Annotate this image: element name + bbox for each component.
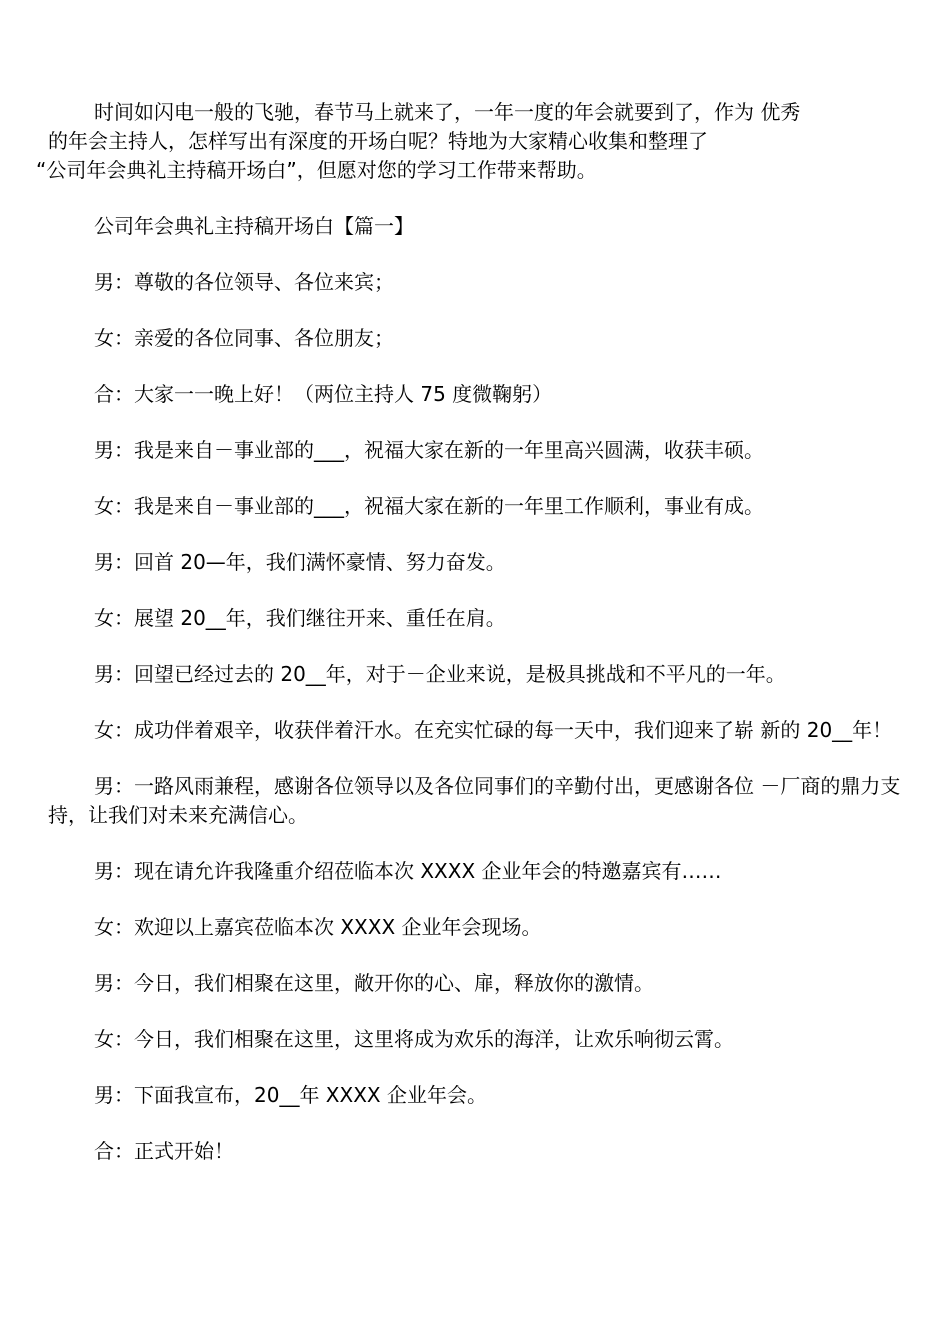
paragraph-4: 男：我是来自－事业部的___，祝福大家在新的一年里高兴圆满，收获丰硕。 (94, 438, 764, 462)
paragraph-1: 男：尊敬的各位领导、各位来宾； (94, 270, 394, 294)
paragraph-9: 女：成功伴着艰辛，收获伴着汗水。在充实忙碌的每一天中，我们迎来了崭 新的 20__年！ (94, 718, 893, 742)
paragraph-6: 男：回首 20—年，我们满怀豪情、努力奋发。 (94, 550, 506, 574)
paragraph-2: 女：亲爱的各位同事、各位朋友； (94, 326, 394, 350)
paragraph-3: 合：大家一一晚上好！（两位主持人 75 度微鞠躬） (94, 382, 553, 406)
paragraph-7: 女：展望 20__年，我们继往开来、重任在肩。 (94, 606, 506, 630)
paragraph-10: 男：一路风雨兼程，感谢各位领导以及各位同事们的辛勤付出，更感谢各位 －厂商的鼎力支持，让我们对未来充满信心。 (48, 774, 901, 827)
intro-line-3: “公司年会典礼主持稿开场白”，但愿对您的学习工作带来帮助。 (36, 158, 597, 182)
paragraph-15: 男：下面我宣布，20__年 XXXX 企业年会。 (94, 1083, 487, 1107)
intro-paragraph (36, 98, 918, 185)
section-heading: 公司年会典礼主持稿开场白【篇一】 (94, 214, 414, 238)
paragraph-5: 女：我是来自－事业部的___，祝福大家在新的一年里工作顺利，事业有成。 (94, 494, 764, 518)
paragraph-14: 女：今日，我们相聚在这里，这里将成为欢乐的海洋，让欢乐响彻云霄。 (94, 1027, 734, 1051)
paragraph-8: 男：回望已经过去的 20__年，对于－企业来说，是极具挑战和不平凡的一年。 (94, 662, 786, 686)
paragraph-13: 男：今日，我们相聚在这里，敞开你的心、扉，释放你的激情。 (94, 971, 654, 995)
intro-line-2: 的年会主持人，怎样写出有深度的开场白呢？特地为大家精心收集和整理了 (48, 129, 708, 153)
paragraph-16: 合：正式开始！ (94, 1139, 234, 1163)
paragraph-12: 女：欢迎以上嘉宾莅临本次 XXXX 企业年会现场。 (94, 915, 542, 939)
paragraph-11: 男：现在请允许我隆重介绍莅临本次 XXXX 企业年会的特邀嘉宾有…… (94, 859, 722, 883)
intro-line-1: 时间如闪电一般的飞驰，春节马上就来了，一年一度的年会就要到了，作为 优秀 (94, 100, 801, 124)
document-page (36, 98, 918, 1166)
